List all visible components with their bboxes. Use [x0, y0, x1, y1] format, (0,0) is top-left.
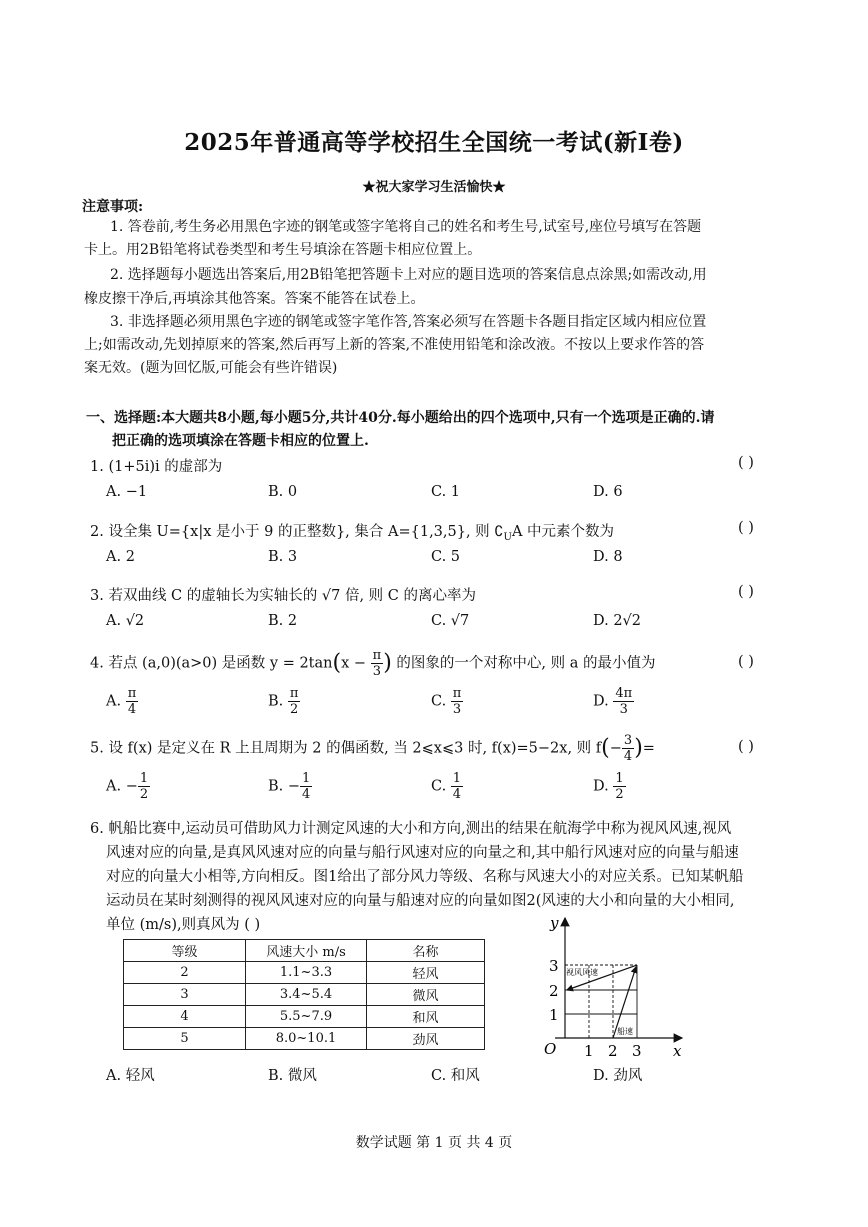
question-1-option-b: B. 0 — [268, 484, 298, 500]
table-row — [124, 1006, 485, 1028]
question-1-option-c: C. 1 — [431, 484, 461, 500]
table-cell: 劲风 — [367, 1028, 485, 1050]
table-cell: 轻风 — [367, 962, 485, 984]
section-heading-line-1: 一、选择题:本大题共8小题,每小题5分,共计40分.每小题给出的四个选项中,只有一个选项是正确的.请 — [86, 410, 715, 426]
table-header-speed: 风速大小 m/s — [246, 940, 367, 962]
question-5-option-a: A. − $\frac{1}{2}$ — [106, 771, 149, 802]
table-header-row — [124, 940, 485, 962]
question-2-complement-subscript: U — [503, 531, 512, 543]
question-5-answer-paren: ( ) — [738, 739, 754, 755]
y-tick-3: 3 — [549, 957, 559, 975]
question-4-stem-start: 4. 若点 (a,0)(a>0) 是函数 y = 2tan — [90, 655, 333, 672]
question-2-stem-end: A 中元素个数为 — [511, 524, 615, 540]
table-cell: 3.4~5.4 — [246, 984, 367, 1006]
question-4-answer-paren: ( ) — [738, 654, 754, 670]
question-4-stem-end: 的图象的一个对称中心, 则 a 的最小值为 — [396, 655, 656, 672]
question-3-option-a: A. √2 — [106, 613, 145, 629]
question-4-option-d: D. $\frac{4\pi}{3}$ — [593, 686, 633, 717]
question-1-answer-paren: ( ) — [738, 455, 754, 471]
note-3-line-2: 上;如需改动,先划掉原来的答案,然后再写上新的答案,不准使用铅笔和涂改液。不按以上要求作答的答 — [84, 337, 705, 353]
table-cell: 微风 — [367, 984, 485, 1006]
wind-table — [123, 939, 485, 1050]
y-tick-2: 2 — [549, 982, 559, 1000]
question-6-line-3: 对应的向量大小相等,方向相反。图1给出了部分风力等级、名称与风速大小的对应关系。已知某帆船 — [106, 869, 744, 885]
question-4-stem-arg: x − — [341, 655, 367, 672]
wind-table-wrapper — [123, 939, 485, 1050]
table-cell: 和风 — [367, 1006, 485, 1028]
question-3-option-b: B. 2 — [268, 613, 298, 629]
x-tick-1: 1 — [584, 1042, 594, 1058]
question-6-option-a: A. 轻风 — [106, 1068, 155, 1084]
question-1-option-a: A. −1 — [106, 484, 148, 500]
note-2-line-2: 橡皮擦干净后,再填涂其他答案。答案不能答在试卷上。 — [84, 291, 425, 307]
question-5-fraction: $\frac{3}{4}$ — [623, 733, 633, 764]
vector-figure — [530, 908, 690, 1058]
question-2-option-c: C. 5 — [431, 549, 461, 565]
table-cell: 1.1~3.3 — [246, 962, 367, 984]
question-2-answer-paren: ( ) — [738, 520, 754, 536]
question-3-stem: 3. 若双曲线 C 的虚轴长为实轴长的 √7 倍, 则 C 的离心率为 — [90, 588, 476, 604]
page-subtitle: ★祝大家学习生活愉快★ — [362, 180, 506, 195]
question-6-line-4: 运动员在某时刻测得的视风风速对应的向量与船速对应的向量如图2(风速的大小和向量的大小相同, — [106, 893, 735, 909]
question-2-stem — [90, 520, 614, 543]
y-tick-1: 1 — [549, 1006, 559, 1024]
question-5-stem: 5. 设 f(x) 是定义在 R 上且周期为 2 的偶函数, 当 2⩽x⩽3 时, f(x)=5−2x, 则 f(− $\frac{3}{4}$ )= — [90, 733, 655, 764]
question-2-option-d: D. 8 — [593, 549, 623, 565]
table-header-name: 名称 — [367, 940, 485, 962]
note-2-line-1: 2. 选择题每小题选出答案后,用2B铅笔把答题卡上对应的题目选项的答案信息点涂黑;如需改动,用 — [110, 267, 707, 283]
table-cell: 5.5~7.9 — [246, 1006, 367, 1028]
question-4-option-a: A. $\frac{\pi}{4}$ — [106, 686, 137, 717]
page-footer: 数学试题 第 1 页 共 4 页 — [355, 1135, 513, 1151]
question-2-option-b: B. 3 — [268, 549, 298, 565]
apparent-wind-label: 视风风速 — [566, 968, 598, 977]
question-6-option-b: B. 微风 — [268, 1068, 317, 1084]
question-4-option-c: C. $\frac{\pi}{3}$ — [431, 686, 462, 717]
question-5-stem-start: 5. 设 f(x) 是定义在 R 上且周期为 2 的偶函数, 当 2⩽x⩽3 时, f(x)=5−2x, 则 f — [90, 740, 602, 757]
question-5-option-c: C. $\frac{1}{4}$ — [431, 771, 462, 802]
table-row — [124, 1028, 485, 1050]
note-3-line-1: 3. 非选择题必须用黑色字迹的钢笔或签字笔作答,答案必须写在答题卡各题目指定区域内相应位置 — [110, 314, 707, 330]
question-3-option-d: D. 2√2 — [593, 613, 642, 629]
question-2-option-a: A. 2 — [106, 549, 135, 565]
question-4-option-b: B. $\frac{\pi}{2}$ — [268, 686, 299, 717]
question-3-answer-paren: ( ) — [738, 584, 754, 600]
question-4-stem: 4. 若点 (a,0)(a>0) 是函数 y = 2tan(x − $\frac{\pi}{3}$ ) 的图象的一个对称中心, 则 a 的最小值为 — [90, 648, 656, 679]
notes-heading: 注意事项: — [82, 199, 144, 215]
table-row — [124, 984, 485, 1006]
x-tick-2: 2 — [608, 1042, 618, 1058]
note-1-line-1: 1. 答卷前,考生务必用黑色字迹的钢笔或签字笔将自己的姓名和考生号,试室号,座位号填写在答题 — [110, 219, 702, 235]
note-3-line-3: 案无效。(题为回忆版,可能会有些许错误) — [84, 360, 338, 376]
question-1-option-d: D. 6 — [593, 484, 623, 500]
question-6-line-2: 风速对应的向量,是真风风速对应的向量与船行风速对应的向量之和,其中船行风速对应的向量与船速 — [106, 845, 739, 861]
question-5-option-b: B. − $\frac{1}{4}$ — [268, 771, 311, 802]
table-cell: 2 — [124, 962, 246, 984]
page-title: 2025年普通高等学校招生全国统一考试(新I卷) — [184, 129, 684, 156]
question-6-line-5: 单位 (m/s),则真风为 ( ) — [106, 917, 261, 933]
question-3-option-c: C. √7 — [431, 613, 470, 629]
table-row — [124, 962, 485, 984]
question-6-line-1: 6. 帆船比赛中,运动员可借助风力计测定风速的大小和方向,测出的结果在航海学中称为视风风速,视风 — [90, 821, 732, 837]
question-2-stem-text: 2. 设全集 U={x|x 是小于 9 的正整数}, 集合 A={1,3,5}, 则 ∁ — [90, 524, 504, 540]
question-6-option-c: C. 和风 — [431, 1068, 480, 1084]
note-1-line-2: 卡上。用2B铅笔将试卷类型和考生号填涂在答题卡相应位置上。 — [84, 242, 482, 258]
table-header-level: 等级 — [124, 940, 246, 962]
table-cell: 4 — [124, 1006, 246, 1028]
table-cell: 3 — [124, 984, 246, 1006]
table-cell: 5 — [124, 1028, 246, 1050]
x-tick-3: 3 — [632, 1042, 642, 1058]
boat-speed-label: 船速 — [617, 1027, 633, 1036]
section-heading-line-2: 把正确的选项填涂在答题卡相应的位置上. — [112, 433, 369, 449]
x-axis-label: x — [673, 1042, 682, 1058]
origin-label: O — [544, 1040, 557, 1058]
question-1-stem: 1. (1+5i)i 的虚部为 — [90, 459, 223, 475]
y-axis-label: y — [550, 914, 559, 932]
table-cell: 8.0~10.1 — [246, 1028, 367, 1050]
question-5-option-d: D. $\frac{1}{2}$ — [593, 771, 624, 802]
question-6-option-d: D. 劲风 — [593, 1068, 643, 1084]
question-4-fraction: $\frac{\pi}{3}$ — [372, 648, 382, 679]
